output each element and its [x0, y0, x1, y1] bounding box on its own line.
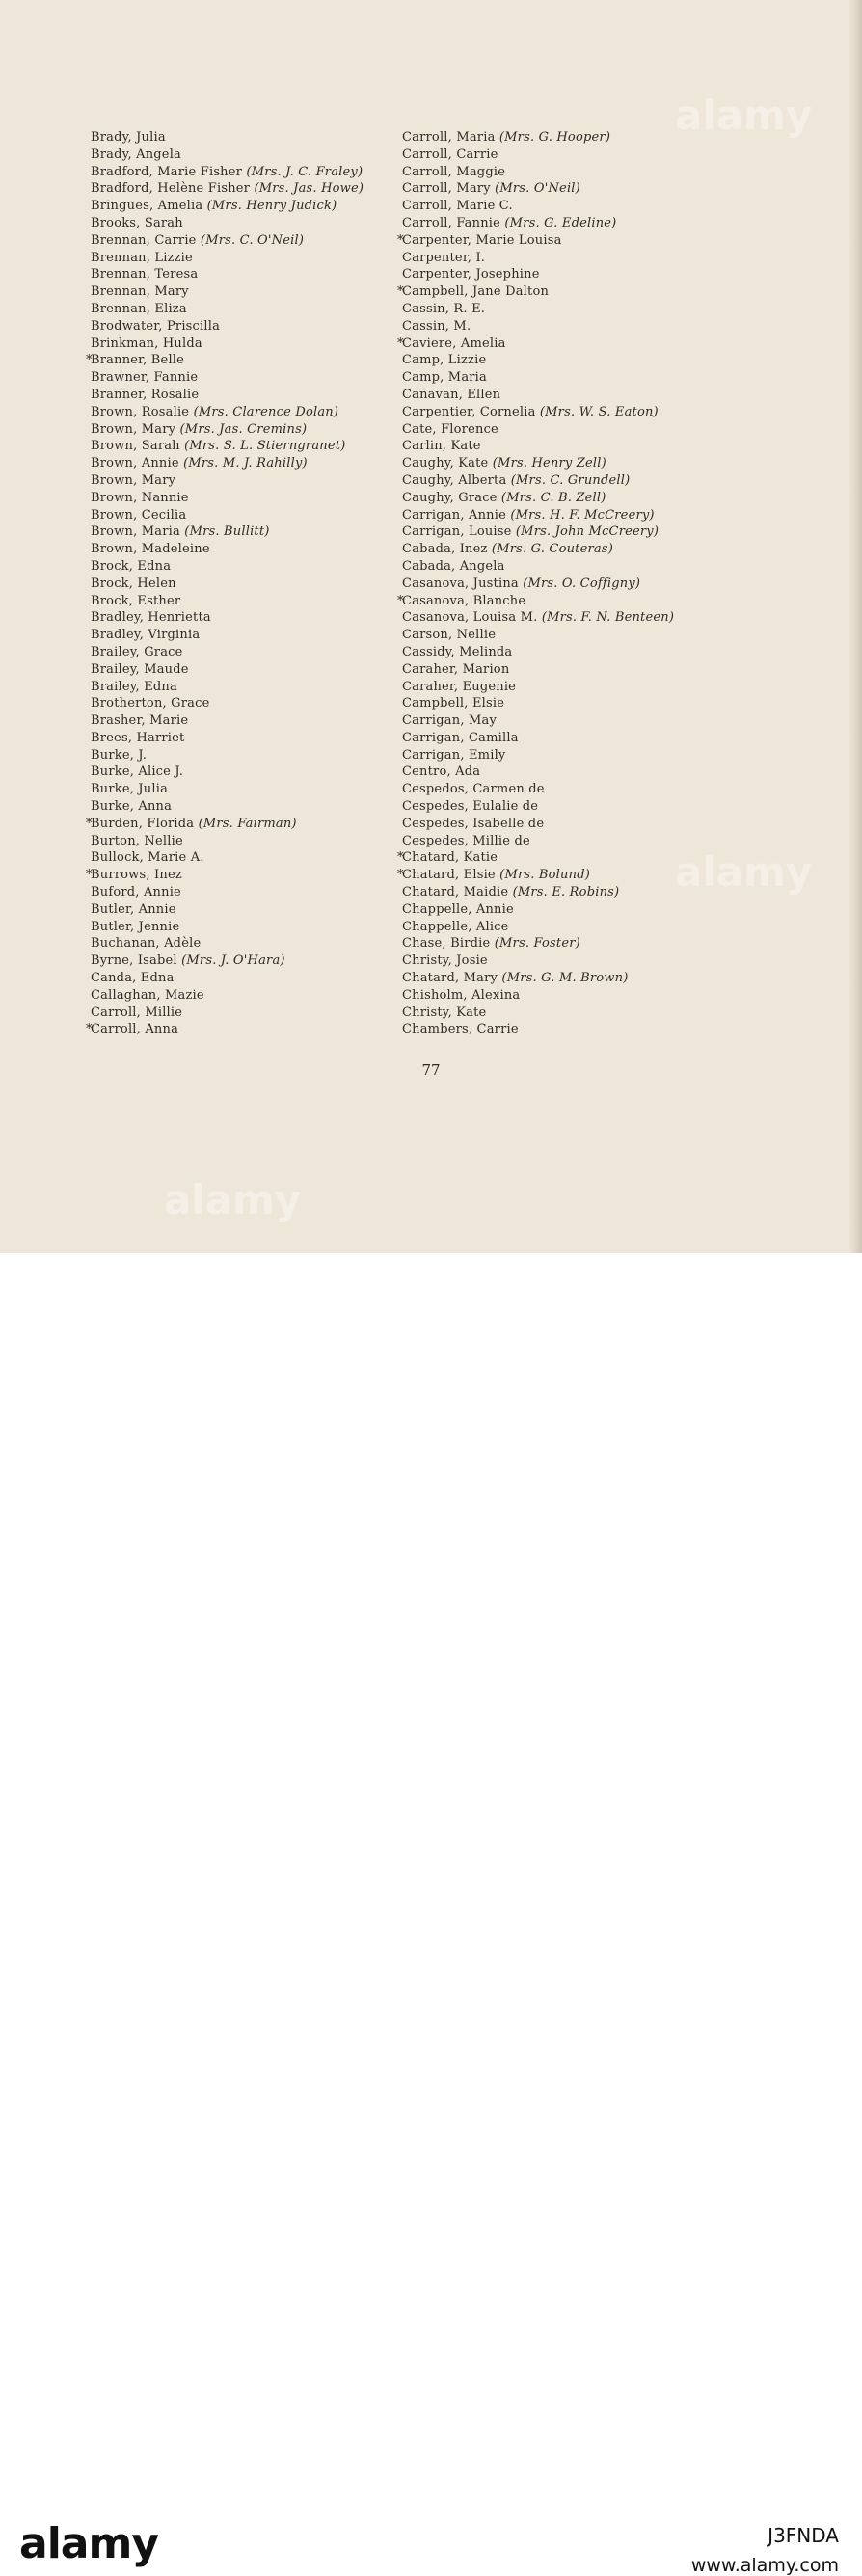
entry-name: Branner, Rosalie	[91, 387, 200, 402]
entry-name: Carrigan, Camilla	[402, 730, 519, 745]
entry-married-name: (Mrs. J. C. Fraley)	[246, 164, 364, 179]
list-item	[92, 730, 400, 747]
list-item	[403, 147, 721, 164]
list-item	[92, 987, 400, 1005]
entry-name: Carroll, Maria	[402, 130, 496, 145]
entry-married-name: (Mrs. Fairman)	[198, 816, 297, 831]
list-item	[92, 147, 400, 164]
entry-name: Branner, Belle	[91, 353, 185, 368]
list-item	[397, 232, 721, 250]
list-item	[397, 867, 721, 884]
list-item	[86, 352, 400, 369]
entry-name: Christy, Kate	[402, 1005, 487, 1020]
entry-married-name: (Mrs. Clarence Dolan)	[193, 404, 339, 419]
entry-name: Byrne, Isabel	[91, 953, 177, 969]
list-item	[92, 712, 400, 730]
list-item	[403, 798, 721, 816]
entry-married-name: (Mrs. C. B. Zell)	[500, 490, 606, 505]
entry-married-name: (Mrs. Bullitt)	[184, 524, 270, 540]
list-item	[403, 661, 721, 679]
entry-name: Camp, Maria	[402, 370, 487, 386]
entry-name: Canavan, Ellen	[402, 387, 501, 402]
alamy-logo: alamy	[19, 2519, 158, 2568]
entry-name: Brawner, Fannie	[91, 370, 199, 386]
entry-name: Burden, Florida	[91, 816, 195, 831]
list-item	[403, 987, 721, 1005]
list-item	[403, 369, 721, 387]
list-item	[91, 283, 404, 301]
list-item	[92, 301, 400, 318]
list-item	[92, 541, 400, 558]
entry-name: Cassin, R. E.	[402, 301, 486, 316]
entry-married-name: (Mrs. Jas. Howe)	[254, 181, 364, 197]
page-number: 77	[421, 1061, 441, 1079]
entry-name: Burke, Julia	[91, 782, 169, 797]
list-item	[92, 490, 400, 507]
entry-name: Casanova, Justina	[402, 576, 519, 591]
entry-married-name: (Mrs. H. F. McCreery)	[510, 507, 655, 523]
entry-name: Cabada, Angela	[402, 558, 505, 574]
list-item	[86, 816, 400, 833]
list-item	[403, 833, 721, 850]
entry-name: Brennan, Carrie	[91, 232, 197, 248]
list-item	[403, 558, 721, 576]
list-item	[403, 490, 721, 507]
entry-married-name: (Mrs. John McCreery)	[515, 524, 660, 540]
entry-married-name: (Mrs. G. Edeline)	[504, 215, 617, 230]
entry-name: Cassidy, Melinda	[402, 644, 513, 659]
entry-name: Burrows, Inez	[91, 868, 182, 883]
entry-married-name: (Mrs. G. M. Brown)	[501, 971, 629, 986]
entry-married-name: (Mrs. W. S. Eaton)	[539, 404, 659, 419]
list-item	[91, 335, 404, 353]
entry-name: Bradley, Virginia	[91, 628, 201, 643]
entry-name: Carson, Nellie	[402, 628, 497, 643]
watermark-text: alamy	[675, 848, 813, 896]
list-item	[403, 438, 721, 455]
list-item	[92, 164, 400, 181]
entry-star: *	[86, 353, 93, 368]
entry-name: Christy, Josie	[402, 953, 488, 969]
entry-name: Cespedes, Millie de	[402, 833, 530, 848]
entry-married-name: (Mrs. G. Couteras)	[491, 542, 613, 557]
entry-name: Chatard, Katie	[402, 850, 498, 866]
entry-name: Buchanan, Adèle	[91, 936, 202, 952]
list-item	[92, 455, 400, 472]
list-item	[92, 644, 400, 661]
list-item	[86, 867, 404, 884]
entry-name: Brown, Annie	[91, 456, 179, 471]
entry-name: Brown, Cecilia	[91, 507, 187, 523]
entry-name: Carpentier, Cornelia	[402, 404, 536, 419]
list-item	[397, 335, 721, 353]
list-item	[403, 935, 721, 953]
entry-name: Carroll, Anna	[91, 1022, 179, 1037]
list-item	[92, 919, 400, 936]
entry-married-name: (Mrs. G. Hooper)	[498, 130, 611, 145]
list-item	[403, 301, 721, 318]
list-item	[403, 421, 721, 439]
entry-married-name: (Mrs. M. J. Rahilly)	[183, 456, 308, 471]
entry-name: Brown, Madeleine	[91, 542, 210, 557]
entry-married-name: (Mrs. C. O'Neil)	[200, 232, 305, 248]
entry-married-name: (Mrs. F. N. Benteen)	[541, 610, 675, 626]
list-item	[403, 609, 721, 627]
list-item	[92, 884, 400, 901]
entry-name: Cate, Florence	[402, 421, 498, 437]
entry-name: Brady, Angela	[91, 147, 182, 162]
entry-star: *	[397, 284, 404, 300]
entry-married-name: (Mrs. E. Robins)	[512, 885, 620, 900]
list-item	[92, 438, 400, 455]
entry-married-name: (Mrs. Henry Zell)	[492, 456, 606, 471]
entry-name: Carroll, Marie C.	[402, 199, 513, 214]
entry-name: Brown, Mary	[91, 472, 176, 488]
list-item	[92, 833, 400, 850]
list-item	[397, 283, 721, 301]
entry-name: Brown, Mary	[91, 421, 176, 437]
entry-name: Burke, J.	[91, 747, 148, 763]
list-item	[92, 369, 400, 387]
entry-name: Brailey, Edna	[91, 679, 177, 694]
list-item	[403, 180, 721, 198]
list-item	[403, 266, 721, 283]
entry-star: *	[397, 335, 404, 351]
entry-name: Butler, Jennie	[91, 919, 180, 934]
entry-married-name: (Mrs. C. Grundell)	[510, 472, 631, 488]
list-item	[92, 679, 400, 696]
entry-married-name: (Mrs. O'Neil)	[495, 181, 580, 197]
entry-name: Caraher, Marion	[402, 661, 510, 677]
list-item	[92, 215, 400, 232]
list-item	[92, 695, 400, 712]
list-item	[403, 387, 721, 404]
entry-name: Carroll, Carrie	[402, 147, 498, 162]
entry-name: Brinkman, Hulda	[91, 335, 202, 351]
list-item	[403, 523, 721, 541]
list-item	[91, 593, 404, 610]
stock-footer	[0, 1253, 862, 2576]
entry-name: Callaghan, Mazie	[91, 987, 204, 1003]
entry-name: Chappelle, Annie	[402, 901, 514, 917]
entry-name: Burton, Nellie	[91, 833, 183, 848]
entry-name: Carroll, Mary	[402, 181, 491, 197]
entry-name: Cespedes, Eulalie de	[402, 799, 539, 815]
entry-name: Canda, Edna	[91, 971, 175, 986]
entry-name: Chase, Birdie	[402, 936, 491, 952]
list-item	[403, 198, 721, 215]
entry-name: Brailey, Maude	[91, 661, 189, 677]
entry-name: Chatard, Mary	[402, 971, 498, 986]
list-item	[92, 507, 400, 524]
entry-married-name: (Mrs. O. Coffigny)	[523, 576, 641, 591]
list-item	[92, 901, 400, 919]
list-item	[403, 250, 721, 267]
list-item	[92, 472, 400, 490]
list-item	[92, 266, 400, 283]
list-item	[403, 1005, 721, 1022]
entry-name: Bradford, Helène Fisher	[91, 181, 251, 197]
entry-name: Bradley, Henrietta	[91, 610, 211, 626]
list-item	[92, 661, 400, 679]
entry-name: Buford, Annie	[91, 885, 181, 900]
entry-name: Campbell, Jane Dalton	[402, 284, 550, 300]
list-item	[92, 387, 400, 404]
entry-name: Brown, Maria	[91, 524, 180, 540]
list-item	[403, 816, 721, 833]
entry-name: Caughy, Alberta	[402, 472, 507, 488]
entry-name: Brasher, Marie	[91, 713, 189, 729]
entry-name: Chatard, Elsie	[402, 868, 496, 883]
list-item	[403, 747, 721, 765]
list-item	[403, 919, 721, 936]
list-item	[92, 576, 400, 593]
list-item	[403, 318, 721, 335]
entry-name: Cespedos, Carmen de	[402, 782, 545, 797]
list-item	[92, 523, 400, 541]
entry-name: Cespedes, Isabelle de	[402, 816, 545, 831]
entry-name: Carrigan, Emily	[402, 747, 506, 763]
entry-star: *	[397, 868, 404, 883]
entry-name: Carrigan, Annie	[402, 507, 506, 523]
entry-name: Burke, Anna	[91, 799, 173, 815]
entry-name: Chappelle, Alice	[402, 919, 509, 934]
entry-name: Brennan, Mary	[91, 284, 189, 300]
list-item	[403, 764, 721, 781]
entry-name: Centro, Ada	[402, 765, 481, 780]
list-item	[403, 352, 721, 369]
list-item	[92, 935, 400, 953]
list-item	[403, 455, 721, 472]
entry-name: Brock, Helen	[91, 576, 176, 591]
entry-name: Brennan, Eliza	[91, 301, 187, 316]
entry-name: Brown, Rosalie	[91, 404, 190, 419]
entry-name: Carpenter, Josephine	[402, 267, 540, 282]
entry-name: Brodwater, Priscilla	[91, 318, 221, 334]
entry-name: Campbell, Elsie	[402, 696, 505, 711]
entry-name: Caraher, Eugenie	[402, 679, 517, 694]
list-item	[403, 712, 721, 730]
list-item	[403, 129, 721, 147]
list-item	[92, 404, 400, 421]
list-item	[403, 627, 721, 644]
list-item	[403, 884, 721, 901]
book-page	[0, 0, 862, 1253]
list-item	[397, 593, 721, 610]
entry-name: Burke, Alice J.	[91, 765, 184, 780]
list-item	[92, 970, 400, 987]
entry-name: Brennan, Lizzie	[91, 250, 193, 265]
list-item	[403, 730, 721, 747]
entry-name: Chisholm, Alexina	[402, 987, 521, 1003]
entry-name: Casanova, Blanche	[402, 593, 526, 608]
watermark-text: alamy	[164, 1176, 302, 1223]
entry-name: Brady, Julia	[91, 130, 166, 145]
list-item	[397, 849, 721, 867]
entry-star: *	[397, 850, 404, 866]
list-item	[403, 215, 721, 232]
list-item	[92, 250, 400, 267]
entry-name: Camp, Lizzie	[402, 353, 487, 368]
entry-name: Carrigan, May	[402, 713, 497, 729]
list-item	[403, 164, 721, 181]
list-item	[403, 901, 721, 919]
list-item	[403, 781, 721, 798]
entry-name: Brock, Edna	[91, 558, 172, 574]
entry-name: Carroll, Millie	[91, 1005, 183, 1020]
entry-name: Casanova, Louisa M.	[402, 610, 538, 626]
list-item	[403, 1021, 721, 1038]
list-item	[92, 764, 400, 781]
entry-name: Caughy, Kate	[402, 456, 489, 471]
entry-name: Carpenter, I.	[402, 250, 486, 265]
list-item	[92, 1005, 400, 1022]
list-item	[92, 953, 400, 970]
image-id: J3FNDA	[768, 2524, 839, 2547]
watermark-text: alamy	[675, 92, 813, 139]
entry-name: Butler, Annie	[91, 901, 176, 917]
entry-name: Brailey, Grace	[91, 644, 183, 659]
entry-name: Carroll, Maggie	[402, 164, 506, 179]
entry-star: *	[86, 1022, 93, 1037]
list-item	[403, 970, 721, 987]
list-item	[92, 627, 400, 644]
entry-name: Bullock, Marie A.	[91, 850, 204, 866]
list-item	[403, 507, 721, 524]
entry-name: Carpenter, Marie Louisa	[402, 232, 562, 248]
entry-name: Brees, Harriet	[91, 730, 185, 745]
list-item	[92, 609, 400, 627]
list-item	[403, 404, 721, 421]
entry-name: Brotherton, Grace	[91, 696, 210, 711]
entry-name: Brown, Nannie	[91, 490, 189, 505]
list-item	[403, 679, 721, 696]
entry-name: Brooks, Sarah	[91, 215, 183, 230]
list-item	[92, 318, 400, 335]
entry-name: Carlin, Kate	[402, 439, 481, 454]
list-item	[92, 180, 400, 198]
entry-name: Brown, Sarah	[91, 439, 180, 454]
entry-name: Carroll, Fannie	[402, 215, 501, 230]
entry-name: Cabada, Inez	[402, 542, 488, 557]
entry-married-name: (Mrs. Foster)	[494, 936, 580, 952]
list-item	[92, 747, 400, 765]
list-item	[92, 129, 400, 147]
entry-married-name: (Mrs. Bolund)	[499, 868, 590, 883]
left-column-list	[86, 129, 404, 1038]
list-item	[92, 798, 400, 816]
entry-name: Cassin, M.	[402, 318, 471, 334]
entry-star: *	[397, 593, 404, 608]
list-item	[92, 421, 400, 439]
list-item	[403, 472, 721, 490]
list-item	[403, 695, 721, 712]
entry-name: Chatard, Maidie	[402, 885, 509, 900]
list-item	[403, 576, 721, 593]
entry-name: Chambers, Carrie	[402, 1022, 519, 1037]
entry-star: *	[86, 816, 93, 831]
entry-name: Carrigan, Louise	[402, 524, 512, 540]
entry-married-name: (Mrs. J. O'Hara)	[181, 953, 285, 969]
entry-star: *	[86, 868, 93, 883]
site-url: www.alamy.com	[690, 2555, 839, 2576]
list-item	[91, 849, 404, 867]
entry-name: Caughy, Grace	[402, 490, 498, 505]
list-item	[92, 198, 400, 215]
list-item	[92, 558, 400, 576]
entry-married-name: (Mrs. Henry Judick)	[206, 199, 337, 214]
entry-name: Brennan, Teresa	[91, 267, 199, 282]
entry-name: Bringues, Amelia	[91, 199, 203, 214]
entry-name: Caviere, Amelia	[402, 335, 506, 351]
entry-married-name: (Mrs. Jas. Cremins)	[179, 421, 308, 437]
entry-star: *	[397, 232, 404, 248]
entry-name: Bradford, Marie Fisher	[91, 164, 243, 179]
entry-married-name: (Mrs. S. L. Stierngranet)	[184, 439, 346, 454]
list-item	[92, 781, 400, 798]
list-item	[403, 541, 721, 558]
list-item	[403, 644, 721, 661]
list-item	[403, 953, 721, 970]
list-item	[91, 232, 404, 250]
right-column-list	[397, 129, 721, 1038]
entry-name: Brock, Esther	[91, 593, 181, 608]
list-item	[86, 1021, 400, 1038]
